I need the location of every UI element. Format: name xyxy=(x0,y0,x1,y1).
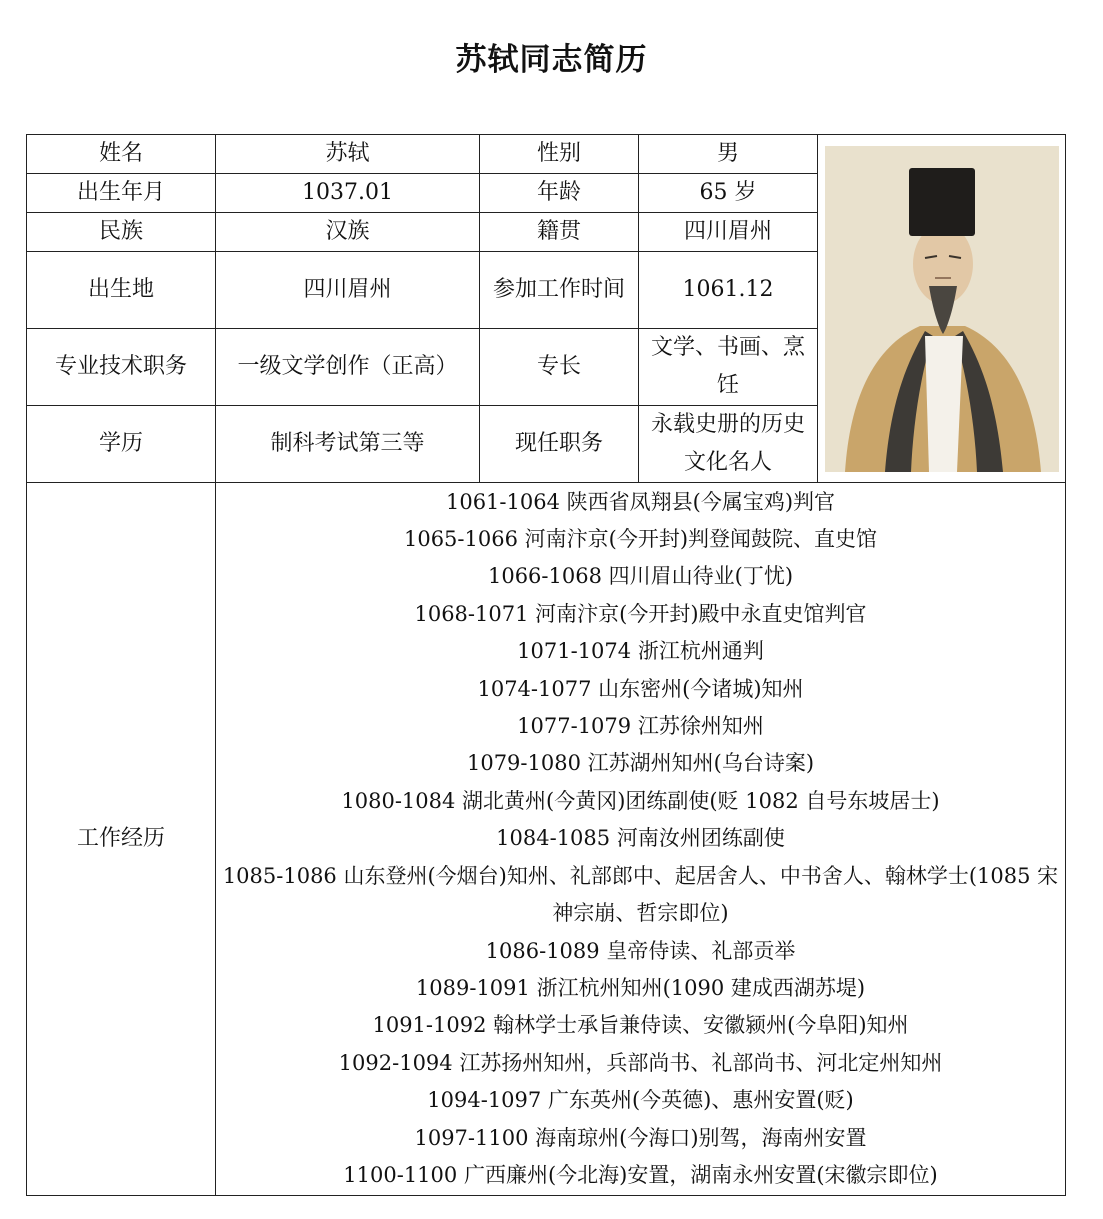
work-history-label: 工作经历 xyxy=(27,483,216,1196)
work-history-item: 1100-1100 广西廉州(今北海)安置，湖南永州安置(宋徽宗即位) xyxy=(343,1162,938,1187)
work-history-item: 1092-1094 江苏扬州知州，兵部尚书、礼部尚书、河北定州知州 xyxy=(338,1050,943,1075)
ethnicity-value: 汉族 xyxy=(216,213,480,252)
work-history-item: 1071-1074 浙江杭州通判 xyxy=(517,639,764,664)
education-value: 制科考试第三等 xyxy=(216,406,480,483)
work-history-item: 1065-1066 河南汴京(今开封)判登闻鼓院、直史馆 xyxy=(403,527,878,552)
origin-value: 四川眉州 xyxy=(639,213,818,252)
portrait-cell xyxy=(818,135,1066,483)
specialty-label: 专长 xyxy=(480,329,639,406)
gender-label: 性别 xyxy=(480,135,639,174)
work-history-item: 1079-1080 江苏湖州知州(乌台诗案) xyxy=(466,751,815,776)
age-value: 65 岁 xyxy=(639,174,818,213)
work-history-cell xyxy=(216,483,1066,1196)
work-history-item: 1089-1091 浙江杭州知州(1090 建成西湖苏堤) xyxy=(415,975,866,1000)
work-history-item: 1061-1064 陕西省凤翔县(今属宝鸡)判官 xyxy=(445,489,836,514)
name-label: 姓名 xyxy=(27,135,216,174)
work-history-item: 1086-1089 皇帝侍读、礼部贡举 xyxy=(485,938,796,963)
name-value: 苏轼 xyxy=(216,135,480,174)
resume-table xyxy=(26,134,1066,1196)
work-history-item: 1085-1086 山东登州(今烟台)知州、礼部郎中、起居舍人、中书舍人、翰林学士(1085 宋神宗崩、哲宗即位) xyxy=(222,863,1059,926)
birthplace-value: 四川眉州 xyxy=(216,252,480,329)
work-history-item: 1091-1092 翰林学士承旨兼侍读、安徽颍州(今阜阳)知州 xyxy=(372,1013,909,1038)
work-history-item: 1097-1100 海南琼州(今海口)别驾，海南州安置 xyxy=(414,1125,867,1150)
birth-label: 出生年月 xyxy=(27,174,216,213)
age-label: 年龄 xyxy=(480,174,639,213)
work-history-item: 1084-1085 河南汝州团练副使 xyxy=(496,826,785,851)
work-history-item: 1077-1079 江苏徐州知州 xyxy=(517,714,764,739)
position-value: 永载史册的历史文化名人 xyxy=(639,406,818,483)
work-start-value: 1061.12 xyxy=(639,252,818,329)
work-history-item: 1080-1084 湖北黄州(今黄冈)团练副使(贬 1082 自号东坡居士) xyxy=(341,788,940,813)
education-label: 学历 xyxy=(27,406,216,483)
page-title: 苏轼同志简历 xyxy=(455,42,648,78)
work-history-item: 1066-1068 四川眉山待业(丁忧) xyxy=(487,564,794,589)
gender-value: 男 xyxy=(639,135,818,174)
title-label: 专业技术职务 xyxy=(27,329,216,406)
ethnicity-label: 民族 xyxy=(27,213,216,252)
specialty-value: 文学、书画、烹饪 xyxy=(639,329,818,406)
birth-value: 1037.01 xyxy=(216,174,480,213)
position-label: 现任职务 xyxy=(480,406,639,483)
work-history-item: 1074-1077 山东密州(今诸城)知州 xyxy=(477,676,804,701)
work-history-item: 1068-1071 河南汴京(今开封)殿中永直史馆判官 xyxy=(414,601,867,626)
title-value: 一级文学创作（正高） xyxy=(216,329,480,406)
work-start-label: 参加工作时间 xyxy=(480,252,639,329)
birthplace-label: 出生地 xyxy=(27,252,216,329)
work-history-list xyxy=(220,484,1061,1195)
portrait-image xyxy=(825,146,1059,472)
work-history-item: 1094-1097 广东英州(今英德)、惠州安置(贬) xyxy=(427,1088,854,1113)
origin-label: 籍贯 xyxy=(480,213,639,252)
